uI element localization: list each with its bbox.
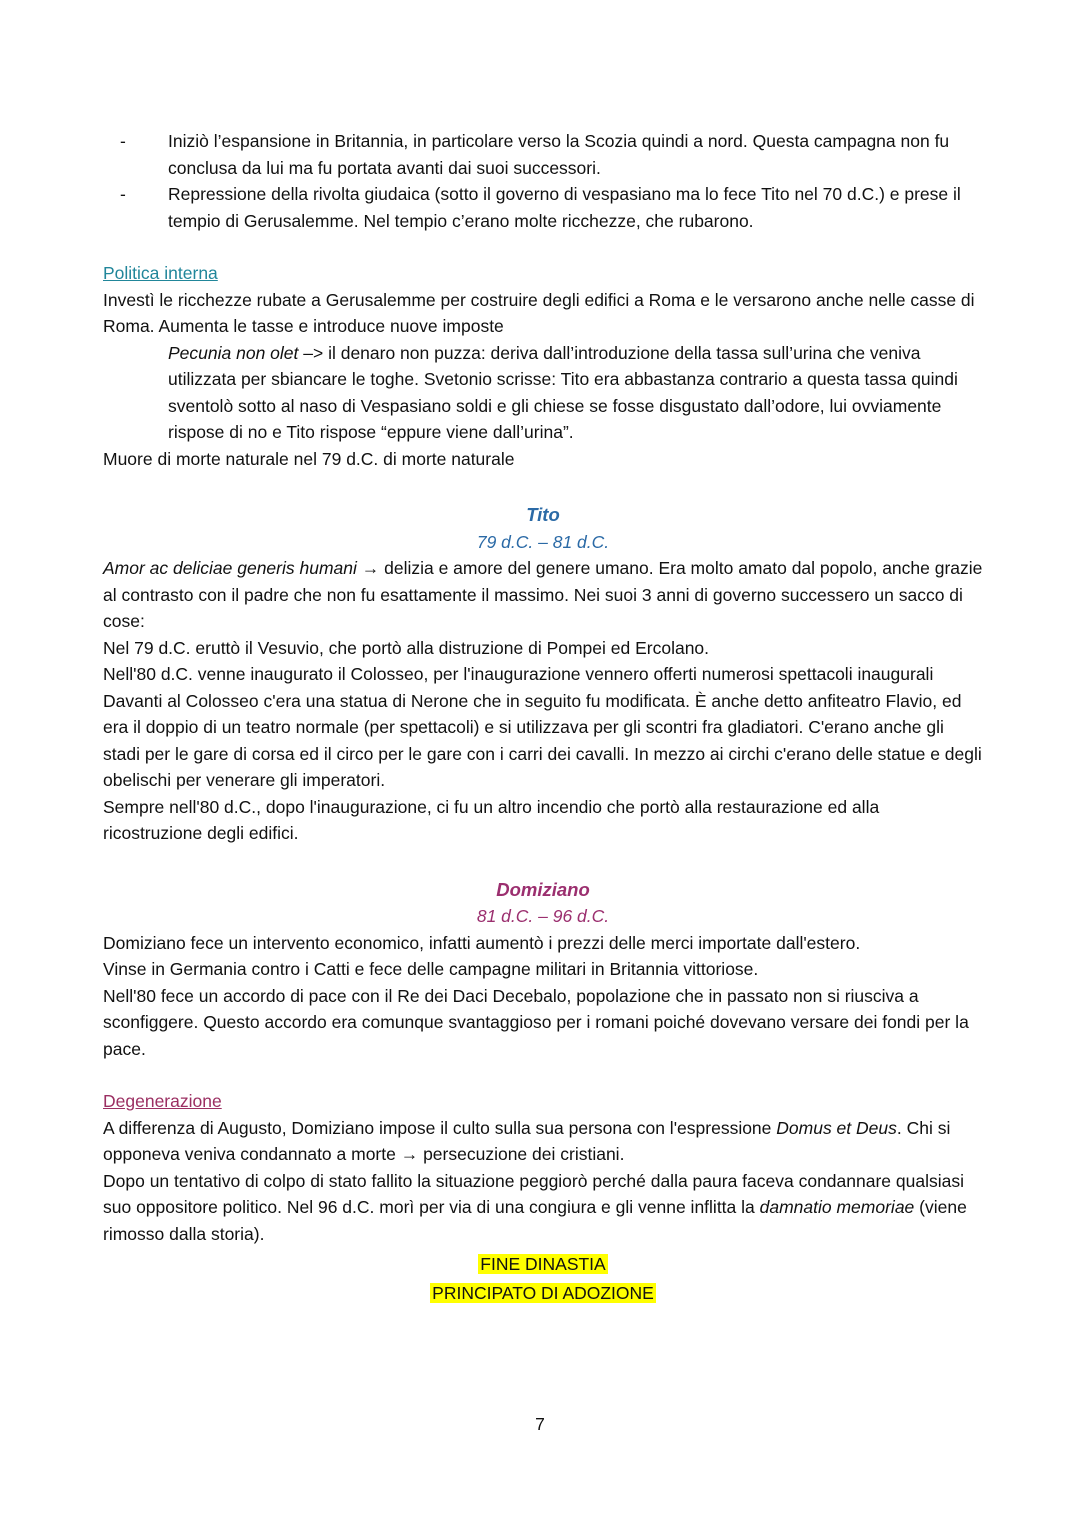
highlight-fine-dinastia: FINE DINASTIA	[480, 1254, 606, 1274]
page-content	[103, 128, 983, 1306]
domiziano-line: Nell'80 fece un accordo di pace con il Re dei Daci Decebalo, popolazione che in passato non si riusciva a sconfiggere. Questo accordo era comunque svantaggioso per i romani poiché dovevano versare dei fondi per la pace.	[103, 985, 969, 1059]
highlight-line	[103, 1280, 983, 1307]
text-span: A differenza di Augusto, Domiziano impose il culto sulla sua persona con l'espressione	[103, 1117, 777, 1138]
domiziano-line: Domiziano fece un intervento economico, infatti aumentò i prezzi delle merci importate dall'estero.	[103, 932, 861, 953]
degenerazione-paragraph-1	[103, 1115, 983, 1168]
tito-line: Nel 79 d.C. eruttò il Vesuvio, che portò alla distruzione di Pompei ed Ercolano.	[103, 637, 710, 658]
tito-line: Davanti al Colosseo c'era una statua di Nerone che in seguito fu modificata. È anche detto anfiteatro Flavio, ed era il doppio di un teatro normale (per spettacoli) e si utilizzava per gli scontri fra gladiatori. C'erano anche gli stadi per le gare di corsa ed il circo per le gare con i carri dei cavalli. In mezzo ai circhi c'erano delle statue e degli obelischi per venerare gli imperatori.	[103, 690, 982, 790]
tito-line: Nell'80 d.C. venne inaugurato il Colosseo, per l'inaugurazione vennero offerti numerosi spettacoli inaugurali	[103, 664, 934, 684]
section-heading-politica-interna: Politica interna	[103, 263, 218, 283]
tito-line: Sempre nell'80 d.C., dopo l'inaugurazione, ci fu un altro incendio che portò alla restaurazione ed alla ricostruzione degli edifici.	[103, 796, 880, 843]
italic-span: damnatio memoriae	[759, 1197, 915, 1217]
bullet-text: Repressione della rivolta giudaica (sotto il governo di vespasiano ma lo fece Tito nel 70 d.C.) e prese il tempio di Gerusalemme. Nel tempio c’erano molte ricchezze, che rubarono.	[168, 184, 961, 231]
italic-span: Domus et Deus	[776, 1117, 897, 1138]
bullet-marker: -	[120, 131, 126, 151]
degenerazione-paragraph-2	[103, 1168, 983, 1248]
domiziano-line: Vinse in Germania contro i Catti e fece delle campagne militari in Britannia vittoriose.	[103, 959, 759, 979]
tito-intro-text: → delizia e amore del genere umano. Era molto amato dal popolo, anche grazie al contrasto con il padre che non fu esattamente il massimo. Nei suoi 3 anni di governo successero un sacco di cose:	[103, 558, 983, 631]
bullet-text: Iniziò l’espansione in Britannia, in particolare verso la Scozia quindi a nord. Questa campagna non fu conclusa da lui ma fu portata avanti dai suoi successori.	[168, 131, 950, 178]
bullet-item	[103, 128, 983, 181]
ruler-title-domiziano: Domiziano	[496, 878, 590, 900]
highlight-line	[103, 1251, 983, 1278]
section-heading-degenerazione: Degenerazione	[103, 1091, 222, 1111]
bullet-item	[103, 181, 983, 234]
highlight-principato: PRINCIPATO DI ADOZIONE	[432, 1282, 654, 1303]
politica-paragraph: Investì le ricchezze rubate a Gerusalemme per costruire degli edifici a Roma e le versarono anche nelle casse di Roma. Aumenta le tasse e introduce nuove imposte	[103, 289, 975, 336]
tito-motto: Amor ac deliciae generis humani	[103, 558, 357, 578]
ruler-dates-tito: 79 d.C. – 81 d.C.	[476, 531, 610, 552]
tito-intro	[103, 555, 983, 635]
ruler-title-tito: Tito	[526, 504, 560, 525]
ruler-dates-domiziano: 81 d.C. – 96 d.C.	[476, 906, 610, 926]
pecunia-quote	[103, 340, 983, 446]
quote-text: –> il denaro non puzza: deriva dall’introduzione della tassa sull’urina che veniva utilizzata per sbiancare le toghe. Svetonio scrisse: Tito era abbastanza contrario a questa tassa quindi sventolò sotto al naso di Vespasiano soldi e gli chiese se fosse disgustato dall’odore, lui ovviamente rispose di no e Tito rispose “eppure viene dall’urina”.	[168, 342, 958, 442]
text-span: Dopo un tentativo di colpo di stato fallito la situazione peggiorò perché dalla paura faceva condannare qualsiasi suo oppositore politico. Nel 96 d.C. morì per via di una congiura e gli venne inflitta la	[103, 1170, 964, 1217]
text-span: (viene rimosso dalla storia).	[103, 1197, 967, 1244]
quote-italic: Pecunia non olet	[168, 342, 299, 363]
text-span: . Chi si opponeva veniva condannato a morte → persecuzione dei cristiani.	[103, 1117, 951, 1164]
death-line: Muore di morte naturale nel 79 d.C. di morte naturale	[103, 448, 515, 469]
page-number: 7	[535, 1414, 545, 1434]
bullet-marker: -	[120, 184, 126, 204]
